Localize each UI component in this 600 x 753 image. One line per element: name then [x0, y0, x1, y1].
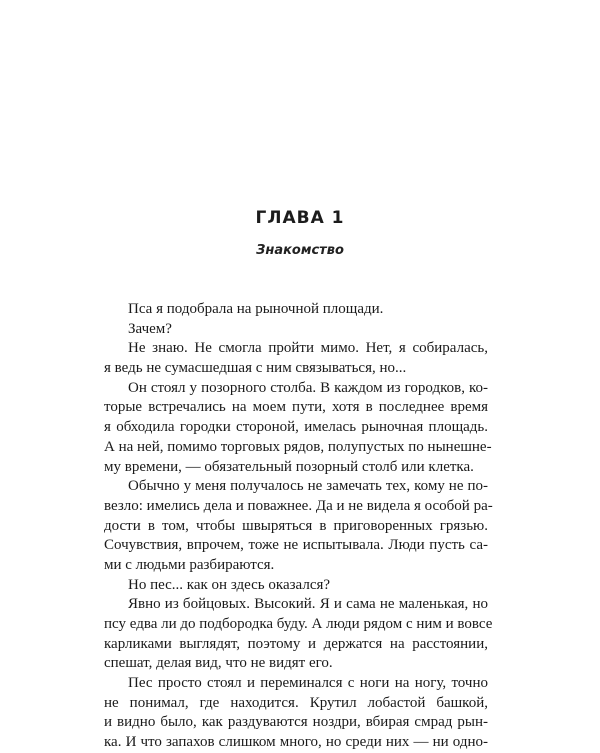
text-line: му времени, — обязательный позорный столб или клетка. — [104, 458, 474, 475]
text-line: Пса я подобрала на рыночной площади. — [128, 301, 384, 317]
text-line: Сочувствия, впрочем, тоже не испытывала. Люди пусть са- — [104, 537, 488, 554]
text-line: ка. И что запахов слишком много, но среди них — ни одно- — [104, 734, 488, 751]
text-line: Зачем? — [128, 320, 172, 337]
text-line: Явно из бойцовых. Высокий. Я и сама не маленькая, но — [128, 596, 488, 613]
text-line: Пес просто стоял и переминался с ноги на ногу, точно — [128, 675, 488, 692]
chapter-subtitle: Знакомство — [256, 243, 344, 258]
chapter-title: ГЛАВА 1 — [255, 208, 345, 228]
text-line: Обычно у меня получалось не замечать тех, кому не по- — [128, 478, 488, 495]
text-line: Не знаю. Не смогла пройти мимо. Нет, я собиралась, — [128, 340, 488, 357]
text-line: не понимал, где находится. Крутил лобастой башкой, — [104, 694, 488, 711]
text-line: везло: имелись дела и поважнее. Да и не видела я особой ра- — [104, 497, 493, 514]
text-line: и видно было, как раздуваются ноздри, вбирая смрад рын- — [104, 714, 488, 731]
text-line: А на ней, помимо торговых рядов, полупустых по нынешне- — [104, 438, 492, 455]
text-line: спешат, делая вид, что не видят его. — [104, 655, 333, 672]
text-line: Он стоял у позорного столба. В каждом из городков, ко- — [128, 379, 488, 396]
text-line: торые встречались на моем пути, хотя в последнее время — [104, 399, 488, 416]
text-line: карликами выглядят, поэтому и держатся на расстоянии, — [104, 635, 488, 652]
text-line: псу едва ли до подбородка буду. А люди рядом с ним и вовсе — [104, 616, 493, 632]
text-line: дости в том, чтобы швыряться в приговоренных грязью. — [104, 517, 488, 534]
text-line: я ведь не сумасшедшая с ним связываться, но... — [104, 360, 407, 377]
body-text — [104, 300, 493, 753]
text-line: ми с людьми разбираются. — [104, 556, 275, 573]
text-line: я обходила городки стороной, имелась рыночная площадь. — [104, 419, 488, 436]
text-line: Но пес... как он здесь оказался? — [128, 576, 331, 593]
